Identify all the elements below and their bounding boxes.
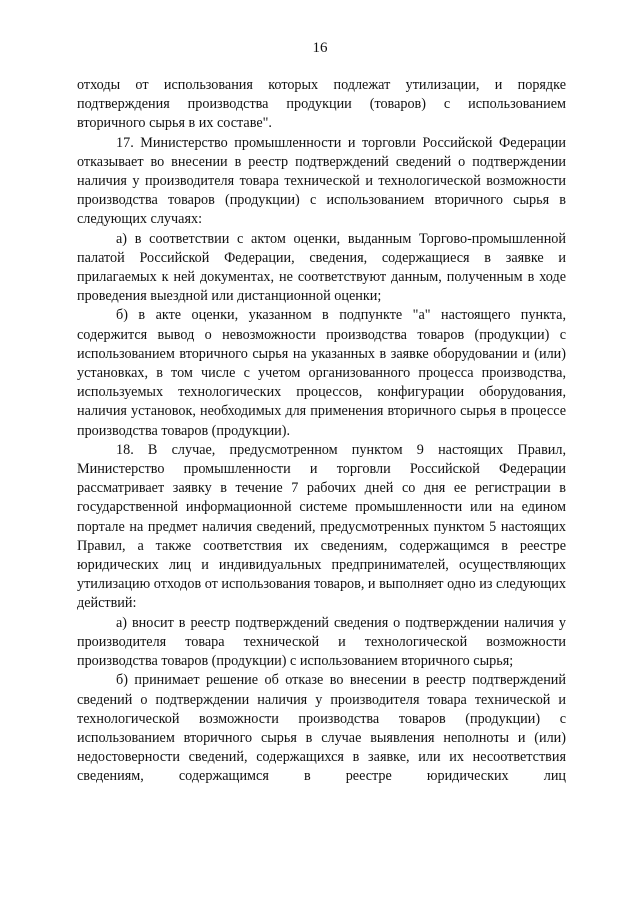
document-body [77,76,566,787]
paragraph-item-17: 17. Министерство промышленности и торговли Российской Федерации отказывает во внесении в реестр подтверждений сведений о подтверждении наличия у производителя товара технической и технологической возможности производства товаров (продукции) с использованием вторичного сырья в следующих случаях: [77,134,566,228]
paragraph-item-17-b: б) в акте оценки, указанном в подпункте "а" настоящего пункта, содержится вывод о невозможности производства товаров (продукции) с использованием вторичного сырья на указанных в заявке оборудовании и (или) установках, в том числе с учетом организованного процесса производства, используемых технологических процессов, конфигурации оборудования, наличия установок, необходимых для применения вторичного сырья в процессе производства товаров (продукции). [77,307,566,439]
paragraph-item-18-b: б) принимает решение об отказе во внесении в реестр подтверждений сведений о подтверждении наличия у производителя товара технической и технологической возможности производства товаров (продукции) с использованием вторичного сырья в случае выявления неполноты и (или) недостоверности сведений, содержащихся в заявке, или их несоответствия сведениям, содержащимся в реестре юридических лиц [77,672,566,785]
paragraph-item-18-a: а) вносит в реестр подтверждений сведения о подтверждении наличия у производителя товара технической и технологической возможности производства товаров (продукции) с использованием вторичного сырья; [77,614,566,670]
paragraph-item-17-a: а) в соответствии с актом оценки, выданным Торгово-промышленной палатой Российской Федерации, сведения, содержащиеся в заявке и прилагаемых к ней документах, не соответствуют данным, полученным в ходе проведения выездной или дистанционной оценки; [77,230,566,305]
page-number: 16 [312,40,328,56]
paragraph-item-18: 18. В случае, предусмотренном пунктом 9 настоящих Правил, Министерство промышленности и торговли Российской Федерации рассматривает заявку в течение 7 рабочих дней со дня ее регистрации в государственной информационной системе промышленности или на едином портале на предмет наличия сведений, предусмотренных пунктом 5 настоящих Правил, а также соответствия их сведениям, содержащимся в реестре юридических лиц и индивидуальных предпринимателей, осуществляющих утилизацию отходов от использования товаров, и выполняет одно из следующих действий: [77,441,566,612]
paragraph-continuation: отходы от использования которых подлежат утилизации, и порядке подтверждения производства продукции (товаров) с использованием вторичного сырья в их составе". [77,77,566,132]
